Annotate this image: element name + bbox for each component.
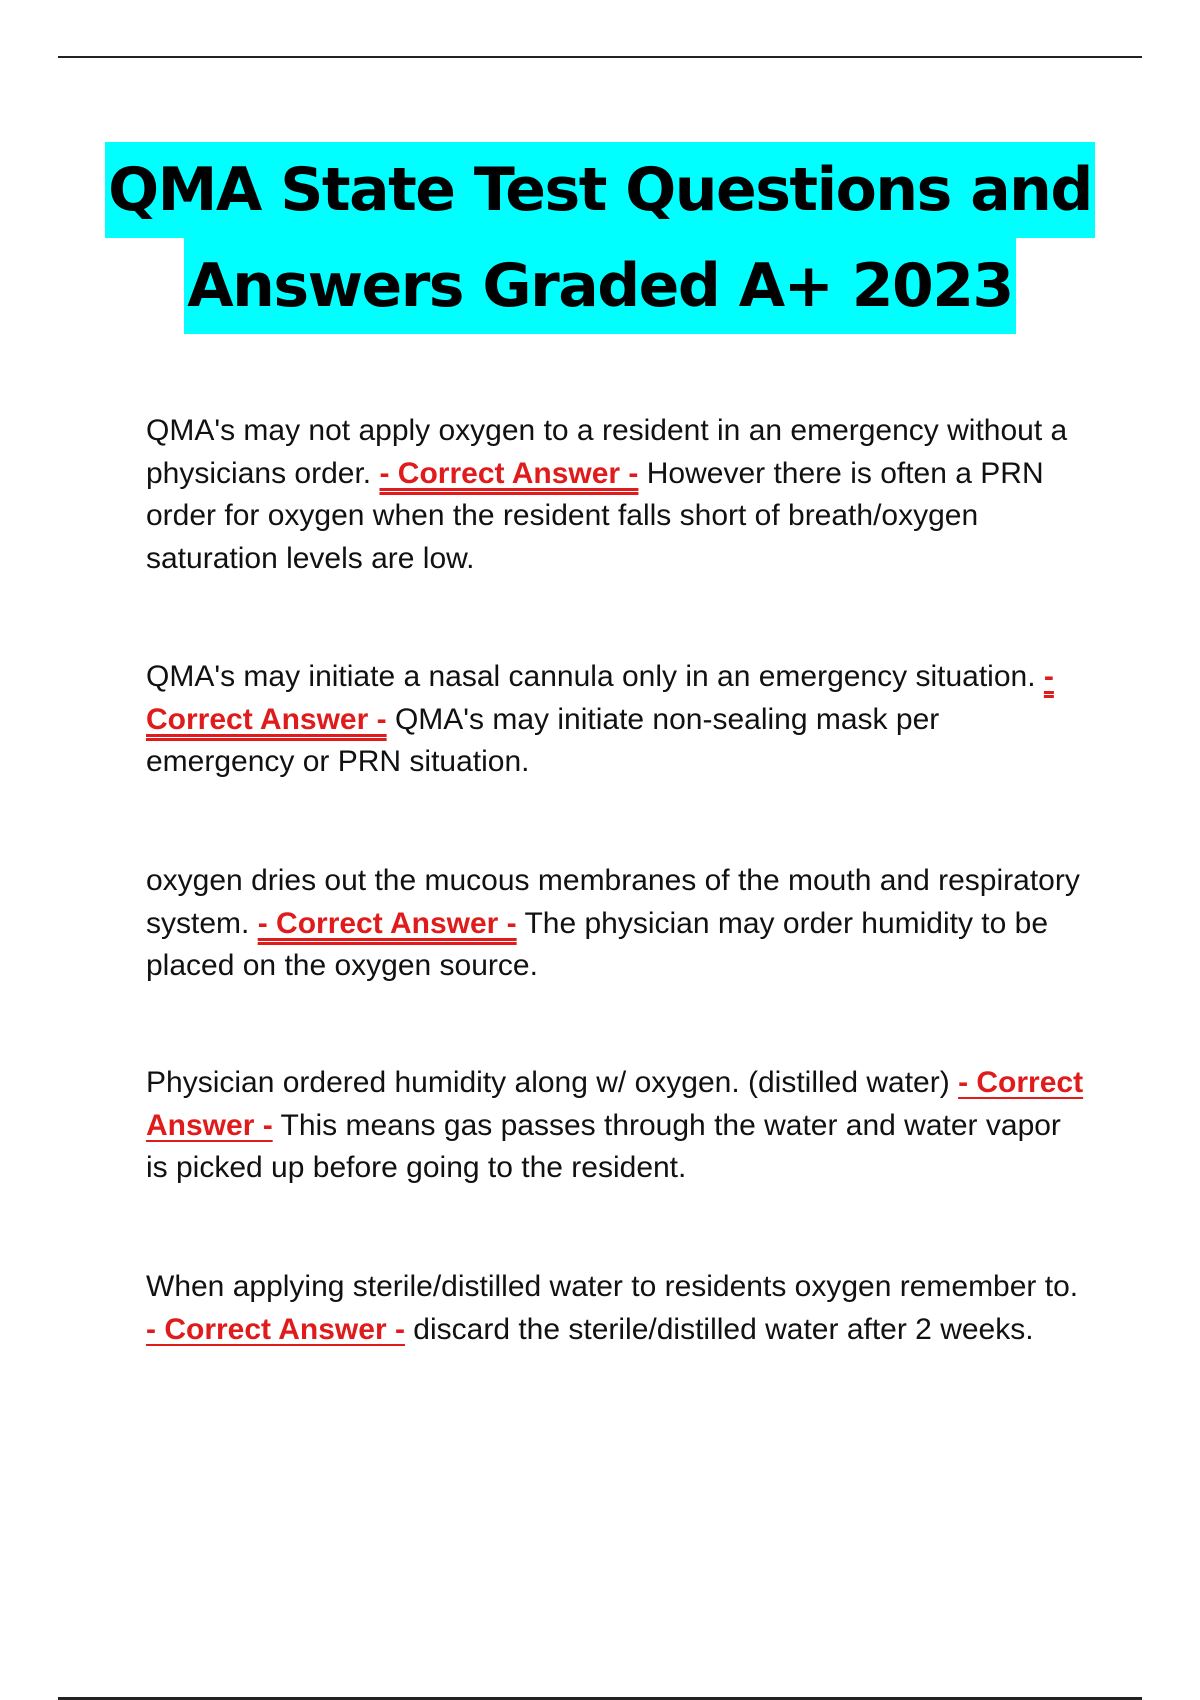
question-text: QMA's may not apply oxygen to a resident in an emergency without a physicians order.	[146, 414, 1068, 490]
correct-answer-marker: - Correct Answer -	[257, 906, 517, 940]
qa-item-1	[146, 410, 1086, 580]
title-line-2: Answers Graded A+ 2023	[184, 238, 1016, 334]
answer-text: This means gas passes through the water and water vapor is picked up before going to the resident.	[146, 1108, 1061, 1184]
answer-text: discard the sterile/distilled water after 2 weeks.	[413, 1312, 1034, 1346]
answer-text: The physician may order humidity to be placed on the oxygen source.	[146, 906, 1049, 982]
title-line-1: QMA State Test Questions and	[105, 142, 1095, 238]
qa-item-3	[146, 860, 1086, 988]
question-text: QMA's may initiate a nasal cannula only in an emergency situation.	[146, 660, 1036, 693]
question-text: oxygen dries out the mucous membranes of the mouth and respiratory system.	[146, 864, 1080, 940]
correct-answer-marker: - Correct Answer -	[146, 1066, 1084, 1142]
qa-item-5	[146, 1266, 1086, 1351]
document-title	[0, 142, 1200, 334]
top-rule	[58, 56, 1142, 58]
qa-item-2	[146, 656, 1086, 784]
correct-answer-marker: - Correct Answer -	[379, 456, 639, 490]
question-text: When applying sterile/distilled water to residents oxygen remember to.	[146, 1270, 1079, 1303]
answer-text: QMA's may initiate non-sealing mask per emergency or PRN situation.	[146, 702, 940, 778]
qa-item-4	[146, 1062, 1086, 1190]
question-text: Physician ordered humidity along w/ oxygen. (distilled water)	[146, 1066, 950, 1099]
correct-answer-marker: - Correct Answer -	[146, 660, 1054, 736]
answer-text: However there is often a PRN order for oxygen when the resident falls short of breath/oxygen saturation levels are low.	[146, 456, 1044, 575]
correct-answer-marker: - Correct Answer -	[146, 1312, 405, 1346]
